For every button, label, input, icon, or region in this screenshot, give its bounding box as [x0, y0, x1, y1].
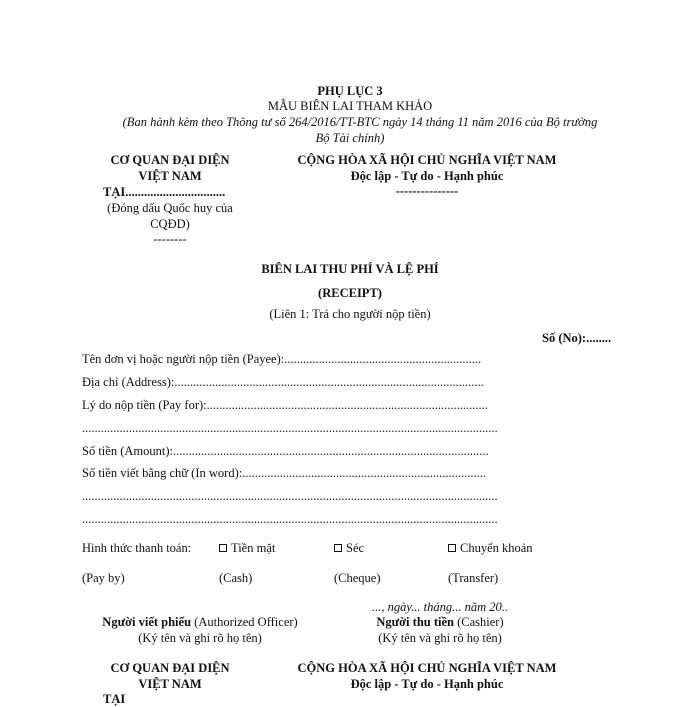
republic-motto: Độc lập - Tự do - Hạnh phúc	[350, 677, 504, 691]
agency-stamp-note-line2: CQĐD)	[150, 217, 190, 231]
address-field: Địa chỉ (Address):...................................................................................................	[82, 375, 484, 389]
agency-line1: CƠ QUAN ĐẠI DIỆN	[110, 153, 230, 167]
agency-line1: CƠ QUAN ĐẠI DIỆN	[110, 661, 230, 675]
agency-stamp-note-line1: (Đóng dấu Quốc huy của	[107, 201, 233, 215]
republic-divider: ---------------	[395, 184, 459, 198]
payment-option-label: Chuyển khoản	[460, 541, 533, 555]
receipt-number: Số (No):........	[542, 331, 612, 345]
payment-option-en: (Transfer)	[448, 571, 499, 585]
authorized-officer-label-en: (Authorized Officer)	[191, 615, 298, 629]
payment-option-label: Tiền mặt	[231, 541, 276, 555]
issued-note-line1: (Ban hành kèm theo Thông tư số 264/2016/TT-BTC ngày 14 tháng 11 năm 2016 của Bộ trưởng	[122, 115, 598, 129]
authorized-officer-title	[70, 615, 330, 630]
payment-option-cheque	[334, 541, 364, 556]
signature-date: ..., ngày... tháng... năm 20..	[371, 600, 509, 614]
pay-for-field: Lý do nộp tiền (Pay for):..........................................................................................	[82, 398, 488, 412]
cashier-note: (Ký tên và ghi rõ họ tên)	[378, 631, 502, 645]
appendix-label: PHỤ LỤC 3	[317, 84, 383, 98]
blank-line: .....................................................................................................................................	[82, 421, 498, 435]
blank-line: .....................................................................................................................................	[82, 489, 498, 503]
amount-field: Số tiền (Amount):.....................................................................................................	[82, 444, 489, 458]
agency-line2: VIỆT NAM	[138, 169, 202, 183]
template-title: MẪU BIÊN LAI THAM KHẢO	[267, 99, 433, 113]
checkbox-icon	[219, 544, 227, 552]
agency-location: TẠI	[103, 692, 126, 706]
receipt-title: BIÊN LAI THU PHÍ VÀ LỆ PHÍ	[261, 262, 439, 276]
in-word-field: Số tiền viết bằng chữ (In word):..............................................................................	[82, 466, 486, 480]
payment-option-transfer	[448, 541, 533, 556]
agency-line2: VIỆT NAM	[138, 677, 202, 691]
issued-note-line2: Bộ Tài chính)	[315, 131, 385, 145]
republic-title: CỘNG HÒA XÃ HỘI CHỦ NGHĨA VIỆT NAM	[297, 661, 557, 675]
checkbox-icon	[334, 544, 342, 552]
cashier-label: Người thu tiền	[376, 615, 454, 629]
receipt-subtitle: (RECEIPT)	[318, 286, 382, 300]
cashier-label-en: (Cashier)	[453, 615, 504, 629]
agency-divider: --------	[153, 232, 187, 246]
republic-motto: Độc lập - Tự do - Hạnh phúc	[350, 169, 504, 183]
blank-line: .....................................................................................................................................	[82, 512, 498, 526]
payment-option-en: (Cash)	[219, 571, 253, 585]
agency-location: TẠI................................	[103, 185, 226, 199]
payment-option-cash	[219, 541, 275, 556]
checkbox-icon	[448, 544, 456, 552]
payment-method-label-en: (Pay by)	[82, 571, 125, 585]
payee-field: Tên đơn vị hoặc người nộp tiền (Payee):...............................................................	[82, 352, 482, 366]
payment-option-label: Séc	[346, 541, 365, 555]
cashier-title	[340, 615, 540, 630]
copy-note: (Liên 1: Trả cho người nộp tiền)	[269, 307, 431, 321]
authorized-officer-note: (Ký tên và ghi rõ họ tên)	[138, 631, 262, 645]
payment-option-en: (Cheque)	[334, 571, 381, 585]
republic-title: CỘNG HÒA XÃ HỘI CHỦ NGHĨA VIỆT NAM	[297, 153, 557, 167]
payment-method-label: Hình thức thanh toán:	[82, 541, 192, 555]
authorized-officer-label: Người viết phiếu	[102, 615, 192, 629]
